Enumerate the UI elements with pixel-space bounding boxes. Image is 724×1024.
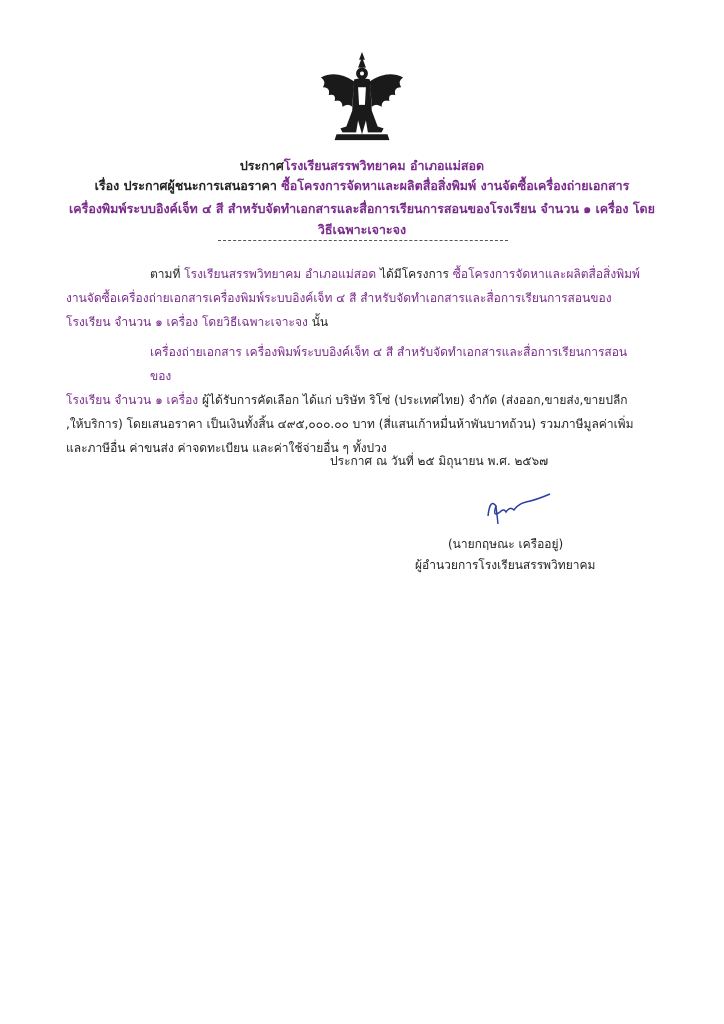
heading-line-3: เครื่องพิมพ์ระบบอิงค์เจ็ท ๔ สี สำหรับจัดทำเอกสารและสื่อการเรียนการสอนของโรงเรียน จำนวน ๑ เครื่อง โดย xyxy=(68,201,656,216)
divider xyxy=(218,240,508,241)
heading-line-1: ประกาศโรงเรียนสรรพวิทยาคม อำเภอแม่สอด xyxy=(239,158,485,173)
signatory-name: (นายกฤษณะ เครืออยู่) xyxy=(448,537,564,551)
signatory-position: ผู้อำนวยการโรงเรียนสรรพวิทยาคม xyxy=(415,558,596,572)
paragraph-1: ตามที่ โรงเรียนสรรพวิทยาคม อำเภอแม่สอด ได้มีโครงการ ซื้อโครงการจัดหาและผลิตสื่อสิ่งพิมพ์ งานจัดซื้อเครื่องถ่ายเอกสารเครื่องพิมพ์ระบบอิงค์เจ็ท ๔ สี สำหรับจัดทำเอกสารและสื่อการเรียนการสอนของ โรงเรียน จำนวน ๑ เครื่อง โดยวิธีเฉพาะเจาะจง นั้น xyxy=(66,267,640,329)
announcement-date: ประกาศ ณ วันที่ ๒๕ มิถุนายน พ.ศ. ๒๕๖๗ xyxy=(330,454,549,468)
heading-line-2: เรื่อง ประกาศผู้ชนะการเสนอราคา ซื้อโครงการจัดหาและผลิตสื่อสิ่งพิมพ์ งานจัดซื้อเครื่องถ่ายเอกสาร xyxy=(94,178,630,193)
paragraph-2: เครื่องถ่ายเอกสาร เครื่องพิมพ์ระบบอิงค์เจ็ท ๔ สี สำหรับจัดทำเอกสารและสื่อการเรียนการสอนของ โรงเรียน จำนวน ๑ เครื่อง ผู้ได้รับการคัดเลือก ได้แก่ บริษัท ริโซ่ (ประเทศไทย) จำกัด (ส่งออก,ขายส่ง,ขายปลีก ,ให้บริการ) โดยเสนอราคา เป็นเงินทั้งสิ้น ๔๙๕,๐๐๐.๐๐ บาท (สี่แสนเก้าหมื่นห้าพันบาทถ้วน) รวมภาษีมูลค่าเพิ่ม และภาษีอื่น ค่าขนส่ง ค่าจดทะเบียน และค่าใช้จ่ายอื่น ๆ ทั้งปวง xyxy=(66,345,634,455)
garuda-emblem-icon xyxy=(313,50,411,148)
signature-image xyxy=(470,488,560,528)
heading-line-4: วิธีเฉพาะเจาะจง xyxy=(317,222,407,237)
